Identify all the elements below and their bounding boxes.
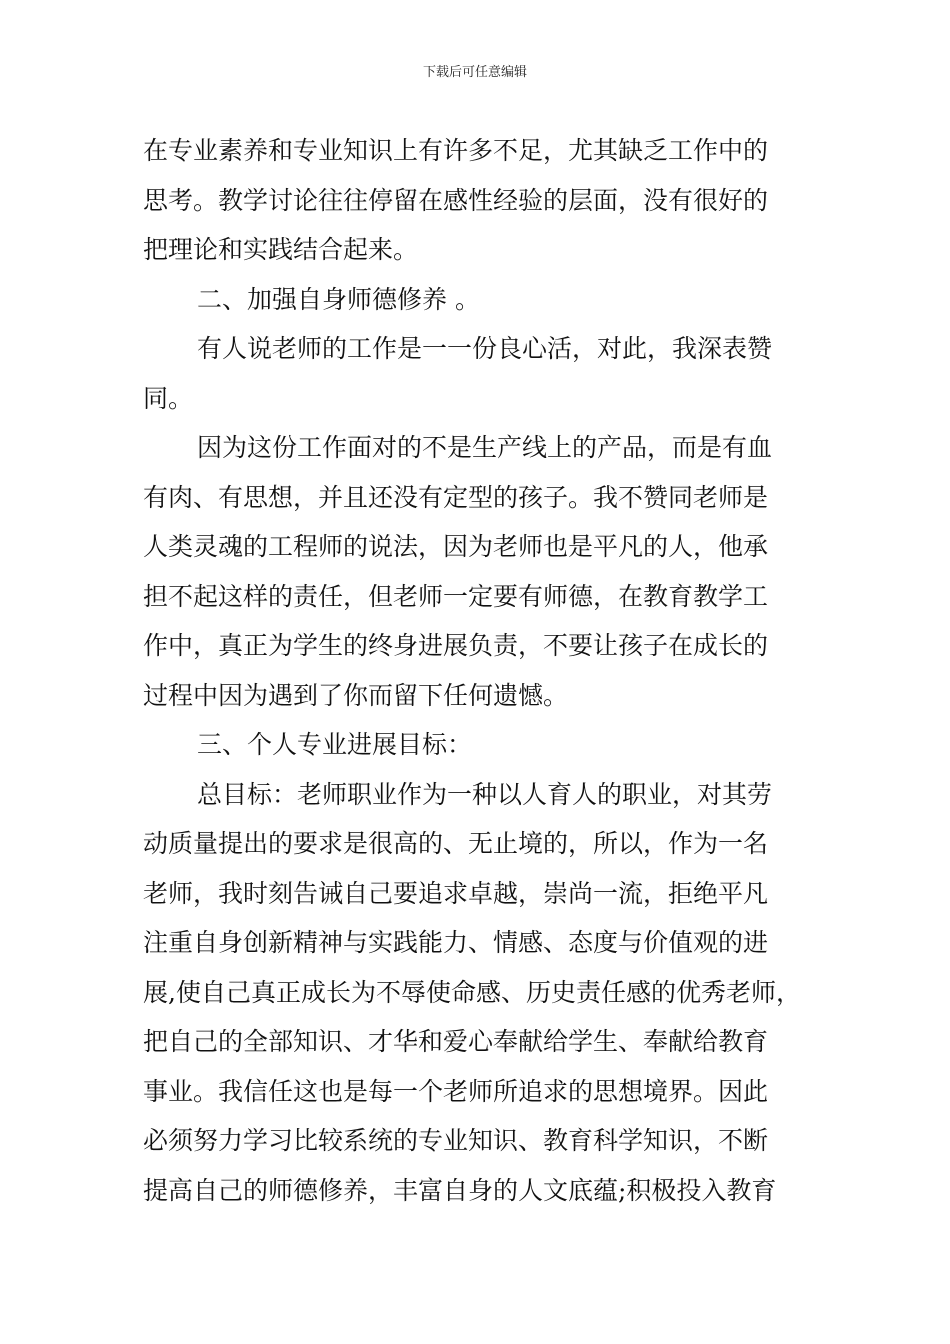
- section-heading: 三、个人专业进展目标：: [197, 730, 473, 759]
- text-line: 老师，我时刻告诫自己要追求卓越，崇尚一流，拒绝平凡: [143, 878, 769, 908]
- text-line: 在专业素养和专业知识上有许多不足，尤其缺乏工作中的: [143, 136, 769, 165]
- text-line: 同。: [143, 383, 194, 413]
- document-body: [143, 126, 813, 1215]
- text-line: 动质量提出的要求是很高的、无止境的，所以，作为一名: [143, 829, 769, 858]
- text-line: 把理论和实践结合起来。: [143, 235, 419, 264]
- text-line: 思考。教学讨论往往停留在感性经验的层面，没有很好的: [143, 185, 769, 215]
- text-line: 提高自己的师德修养，丰富自身的人文底蕴;积极投入教育: [143, 1175, 777, 1205]
- text-line: 把自己的全部知识、才华和爱心奉献给学生、奉献给教育: [143, 1027, 769, 1056]
- text-line: 人类灵魂的工程师的说法，因为老师也是平凡的人，他承: [143, 532, 769, 561]
- text-line: 担不起这样的责任，但老师一定要有师德，在教育教学工: [143, 581, 769, 611]
- text-line: 注重自身创新精神与实践能力、情感、态度与价值观的进: [143, 928, 769, 957]
- text-line: 展,使自己真正成长为不辱使命感、历史责任感的优秀老师，: [143, 977, 801, 1007]
- text-line: 总目标：老师职业作为一种以人育人的职业，对其劳: [197, 779, 773, 809]
- text-line: 必须努力学习比较系统的专业知识、教育科学知识，不断: [143, 1126, 769, 1155]
- section-heading: 二、加强自身师德修养 。: [197, 284, 480, 314]
- text-line: 作中，真正为学生的终身进展负责，不要让孩子在成长的: [143, 631, 769, 660]
- text-line: 事业。我信任这也是每一个老师所追求的思想境界。因此: [143, 1076, 769, 1106]
- text-line: 有肉、有思想，并且还没有定型的孩子。我不赞同老师是: [143, 482, 769, 512]
- text-line: 因为这份工作面对的不是生产线上的产品，而是有血: [197, 433, 773, 462]
- text-line: 有人说老师的工作是一一份良心活，对此，我深表赞: [197, 334, 773, 363]
- page-header: 下载后可任意编辑: [422, 65, 527, 80]
- text-line: 过程中因为遇到了你而留下任何遗憾。: [143, 680, 569, 710]
